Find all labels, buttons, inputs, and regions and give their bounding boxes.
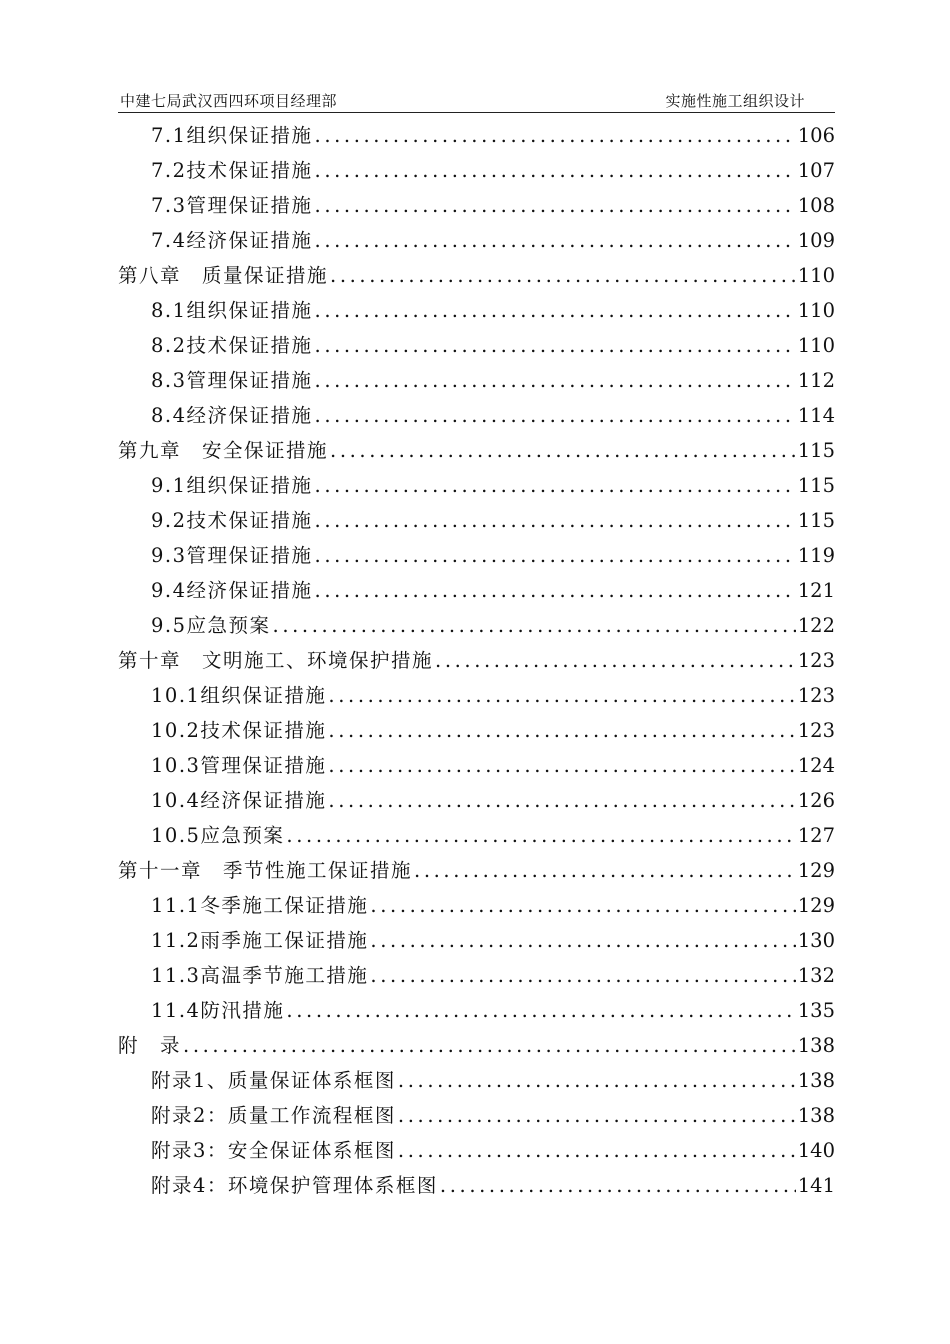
- toc-entry-label: 8.4经济保证措施: [151, 404, 313, 427]
- toc-section-entry[interactable]: [118, 608, 835, 643]
- toc-page-number: 115: [797, 474, 835, 497]
- toc-entry-label: 11.2雨季施工保证措施: [151, 929, 369, 952]
- toc-entry-label: 10.2技术保证措施: [151, 719, 327, 742]
- toc-dot-leader: [330, 433, 796, 468]
- toc-page-number: 138: [797, 1104, 835, 1127]
- toc-section-entry[interactable]: [118, 888, 835, 923]
- toc-dot-leader: [286, 993, 795, 1028]
- toc-dot-leader: [315, 468, 796, 503]
- toc-entry-label: 10.4经济保证措施: [151, 789, 327, 812]
- toc-page-number: 107: [797, 159, 835, 182]
- toc-entry-label: 第九章 安全保证措施: [118, 439, 329, 462]
- toc-dot-leader: [398, 1133, 796, 1168]
- toc-dot-leader: [440, 1168, 796, 1203]
- toc-section-entry[interactable]: [118, 1168, 835, 1203]
- toc-entry-label: 10.1组织保证措施: [151, 684, 327, 707]
- toc-dot-leader: [315, 573, 796, 608]
- toc-entry-label: 10.3管理保证措施: [151, 754, 327, 777]
- toc-page-number: 115: [797, 439, 835, 462]
- toc-chapter-entry[interactable]: [118, 433, 835, 468]
- toc-page-number: 110: [797, 334, 835, 357]
- toc-page-number: 110: [797, 264, 835, 287]
- toc-dot-leader: [315, 328, 796, 363]
- toc-entry-label: 第十章 文明施工、环境保护措施: [118, 649, 434, 672]
- toc-entry-label: 8.2技术保证措施: [151, 334, 313, 357]
- toc-dot-leader: [330, 258, 796, 293]
- toc-page-number: 124: [797, 754, 835, 777]
- toc-dot-leader: [315, 153, 796, 188]
- toc-page-number: 114: [797, 404, 835, 427]
- toc-page-number: 112: [797, 369, 835, 392]
- toc-dot-leader: [328, 748, 795, 783]
- toc-section-entry[interactable]: [118, 818, 835, 853]
- toc-page-number: 109: [797, 229, 835, 252]
- toc-page-number: 108: [797, 194, 835, 217]
- toc-page-number: 106: [797, 124, 835, 147]
- toc-section-entry[interactable]: [118, 748, 835, 783]
- toc-entry-label: 附录3：安全保证体系框图: [151, 1139, 396, 1162]
- toc-section-entry[interactable]: [118, 538, 835, 573]
- toc-dot-leader: [286, 818, 795, 853]
- toc-entry-label: 7.4经济保证措施: [151, 229, 313, 252]
- toc-dot-leader: [273, 608, 796, 643]
- toc-entry-label: 附录4：环境保护管理体系框图: [151, 1174, 438, 1197]
- toc-entry-label: 附录2：质量工作流程框图: [151, 1104, 396, 1127]
- toc-entry-label: 9.4经济保证措施: [151, 579, 313, 602]
- toc-dot-leader: [370, 923, 795, 958]
- toc-section-entry[interactable]: [118, 398, 835, 433]
- toc-section-entry[interactable]: [118, 678, 835, 713]
- toc-entry-label: 8.1组织保证措施: [151, 299, 313, 322]
- toc-dot-leader: [315, 503, 796, 538]
- toc-page-number: 123: [797, 684, 835, 707]
- toc-entry-label: 10.5应急预案: [151, 824, 285, 847]
- toc-page-number: 126: [797, 789, 835, 812]
- toc-entry-label: 8.3管理保证措施: [151, 369, 313, 392]
- toc-section-entry[interactable]: [118, 153, 835, 188]
- toc-page-number: 140: [797, 1139, 835, 1162]
- toc-section-entry[interactable]: [118, 1133, 835, 1168]
- toc-page-number: 138: [797, 1069, 835, 1092]
- toc-section-entry[interactable]: [118, 1098, 835, 1133]
- toc-section-entry[interactable]: [118, 118, 835, 153]
- toc-entry-label: 附 录: [118, 1034, 182, 1057]
- toc-dot-leader: [315, 118, 796, 153]
- toc-entry-label: 11.3高温季节施工措施: [151, 964, 369, 987]
- toc-section-entry[interactable]: [118, 503, 835, 538]
- toc-entry-label: 11.4防汛措施: [151, 999, 285, 1022]
- toc-section-entry[interactable]: [118, 293, 835, 328]
- toc-entry-label: 11.1冬季施工保证措施: [151, 894, 369, 917]
- toc-entry-label: 7.3管理保证措施: [151, 194, 313, 217]
- toc-page-number: 121: [797, 579, 835, 602]
- toc-section-entry[interactable]: [118, 223, 835, 258]
- toc-page-number: 122: [797, 614, 835, 637]
- toc-page-number: 119: [797, 544, 835, 567]
- toc-page-number: 123: [797, 649, 835, 672]
- toc-entry-label: 7.1组织保证措施: [151, 124, 313, 147]
- toc-dot-leader: [183, 1028, 796, 1063]
- toc-section-entry[interactable]: [118, 363, 835, 398]
- toc-entry-label: 第十一章 季节性施工保证措施: [118, 859, 413, 882]
- toc-dot-leader: [328, 713, 795, 748]
- toc-page-number: 130: [797, 929, 835, 952]
- toc-chapter-entry[interactable]: [118, 853, 835, 888]
- toc-section-entry[interactable]: [118, 573, 835, 608]
- toc-entry-label: 附录1、质量保证体系框图: [151, 1069, 396, 1092]
- toc-chapter-entry[interactable]: [118, 258, 835, 293]
- toc-dot-leader: [315, 538, 796, 573]
- toc-entry-label: 9.5应急预案: [151, 614, 271, 637]
- toc-page-number: 123: [797, 719, 835, 742]
- toc-section-entry[interactable]: [118, 713, 835, 748]
- toc-dot-leader: [370, 888, 795, 923]
- toc-section-entry[interactable]: [118, 783, 835, 818]
- toc-dot-leader: [398, 1063, 796, 1098]
- toc-page-number: 132: [797, 964, 835, 987]
- header-document-title: 实施性施工组织设计: [665, 92, 805, 110]
- toc-page-number: 135: [797, 999, 835, 1022]
- toc-chapter-entry[interactable]: [118, 643, 835, 678]
- page-header: [118, 88, 835, 113]
- toc-page-number: 141: [797, 1174, 835, 1197]
- toc-dot-leader: [315, 398, 796, 433]
- toc-section-entry[interactable]: [118, 468, 835, 503]
- toc-page-number: 110: [797, 299, 835, 322]
- toc-section-entry[interactable]: [118, 328, 835, 363]
- toc-section-entry[interactable]: [118, 1063, 835, 1098]
- toc-entry-label: 9.2技术保证措施: [151, 509, 313, 532]
- toc-dot-leader: [414, 853, 796, 888]
- toc-section-entry[interactable]: [118, 923, 835, 958]
- toc-entry-label: 9.1组织保证措施: [151, 474, 313, 497]
- toc-chapter-entry[interactable]: [118, 1028, 835, 1063]
- toc-page-number: 129: [797, 859, 835, 882]
- toc-entry-label: 7.2技术保证措施: [151, 159, 313, 182]
- toc-dot-leader: [370, 958, 795, 993]
- toc-page-number: 115: [797, 509, 835, 532]
- toc-dot-leader: [315, 188, 796, 223]
- toc-page-number: 138: [797, 1034, 835, 1057]
- toc-section-entry[interactable]: [118, 993, 835, 1028]
- toc-entry-label: 第八章 质量保证措施: [118, 264, 329, 287]
- toc-section-entry[interactable]: [118, 958, 835, 993]
- toc-dot-leader: [435, 643, 796, 678]
- toc-page-number: 127: [797, 824, 835, 847]
- toc-section-entry[interactable]: [118, 188, 835, 223]
- toc-dot-leader: [328, 783, 795, 818]
- toc-entry-label: 9.3管理保证措施: [151, 544, 313, 567]
- toc-dot-leader: [315, 363, 796, 398]
- toc-page-number: 129: [797, 894, 835, 917]
- table-of-contents: [118, 118, 835, 1203]
- toc-dot-leader: [315, 223, 796, 258]
- header-organization: 中建七局武汉西四环项目经理部: [120, 92, 338, 110]
- toc-dot-leader: [315, 293, 796, 328]
- toc-dot-leader: [398, 1098, 796, 1133]
- toc-dot-leader: [328, 678, 795, 713]
